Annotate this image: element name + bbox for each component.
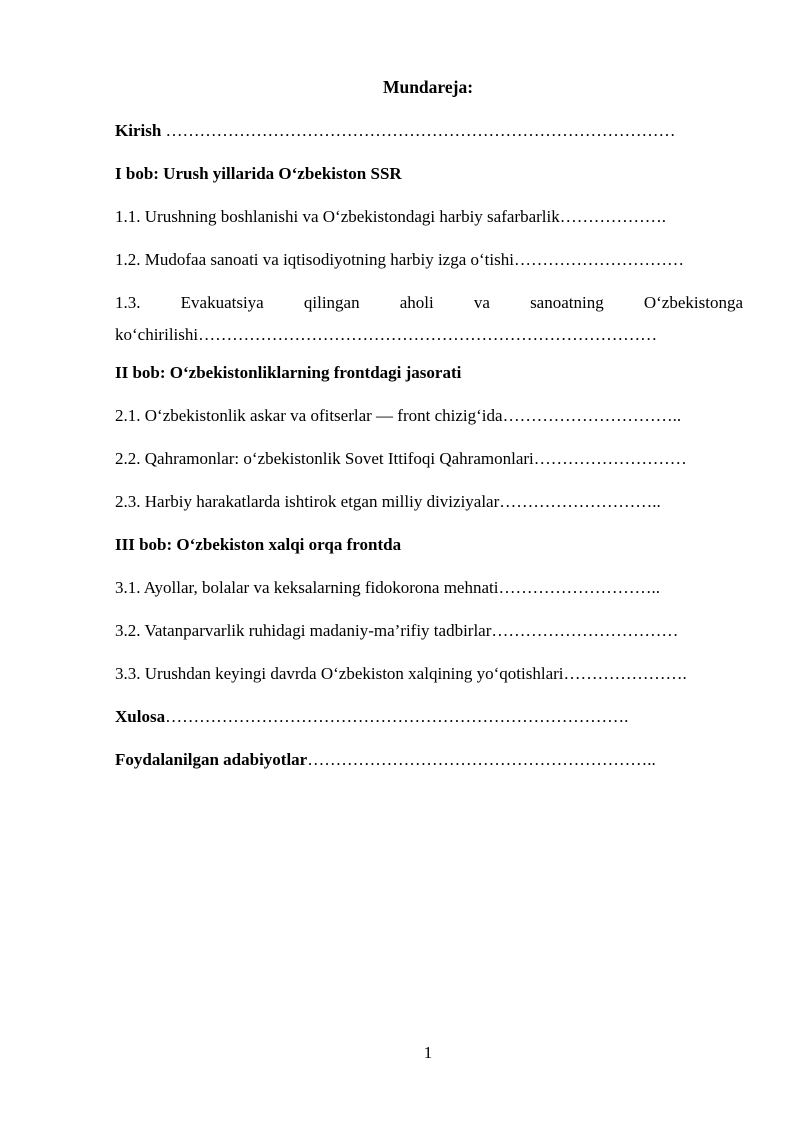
table-of-contents [115, 120, 743, 792]
toc-entry-kirish [115, 120, 743, 142]
toc-section-2-2: 2.2. Qahramonlar: o‘zbekistonlik Sovet Ittifoqi Qahramonlari……………………… [115, 449, 687, 468]
toc-section-2-1: 2.1. O‘zbekistonlik askar va ofitserlar — front chizig‘ida………………………….. [115, 406, 682, 425]
toc-section-2-3: 2.3. Harbiy harakatlarda ishtirok etgan milliy diviziyalar……………………….. [115, 492, 661, 511]
toc-section-3-3: 3.3. Urushdan keyingi davrda O‘zbekiston xalqining yo‘qotishlari…………………. [115, 664, 687, 683]
toc-section-1-2: 1.2. Mudofaa sanoati va iqtisodiyotning harbiy izga o‘tishi………………………… [115, 250, 684, 269]
toc-section-3-1: 3.1. Ayollar, bolalar va keksalarning fidokorona mehnati……………………….. [115, 578, 660, 597]
toc-section-1-3-line2: ko‘chirilishi……………………………………………………………………… [115, 325, 658, 344]
toc-section-1-1: 1.1. Urushning boshlanishi va O‘zbekistondagi harbiy safarbarlik………………. [115, 207, 666, 226]
toc-chapter-2: II bob: O‘zbekistonliklarning frontdagi jasorati [115, 363, 462, 382]
toc-section-1-3 [115, 287, 743, 351]
toc-section-1-3-line1: 1.3. Evakuatsiya qilingan aholi va sanoatning O‘zbekistonga [115, 293, 743, 312]
toc-title: Mundareja: [382, 77, 474, 97]
toc-entry-kirish-leader: ……………………………………………………………………………… [161, 121, 676, 140]
toc-entry-kirish-label: Kirish [115, 121, 162, 140]
toc-entry-adabiyotlar-label: Foydalanilgan adabiyotlar [115, 750, 308, 769]
page-number: 1 [423, 1043, 433, 1062]
toc-chapter-3: III bob: O‘zbekiston xalqi orqa frontda [115, 535, 402, 554]
toc-entry-xulosa [115, 706, 743, 728]
toc-entry-xulosa-label: Xulosa [115, 707, 166, 726]
toc-entry-xulosa-leader: ………………………………………………………………………. [165, 707, 629, 726]
toc-section-3-2: 3.2. Vatanparvarlik ruhidagi madaniy-ma’rifiy tadbirlar…………………………… [115, 621, 679, 640]
toc-chapter-1: I bob: Urush yillarida O‘zbekiston SSR [115, 164, 402, 183]
toc-entry-adabiyotlar-leader: …………………………………………………….. [307, 750, 656, 769]
toc-entry-adabiyotlar [115, 749, 743, 771]
